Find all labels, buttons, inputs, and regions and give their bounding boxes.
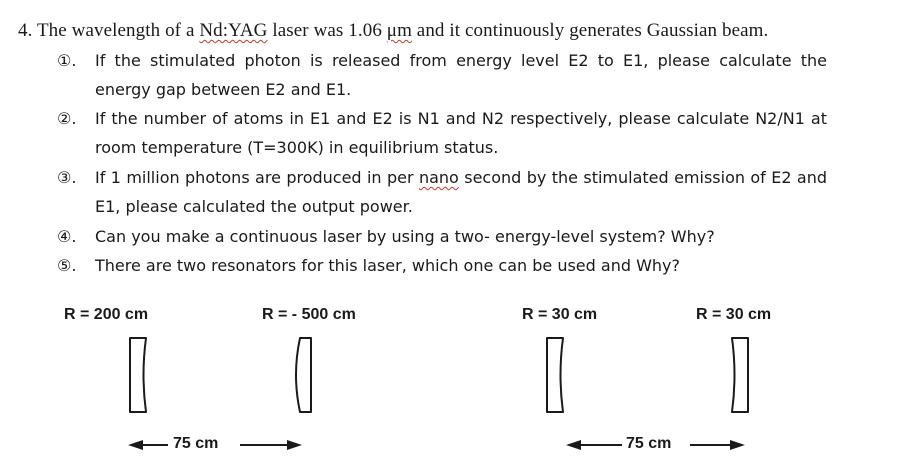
nano-word: nano <box>418 168 459 187</box>
resonator2-spacing-label: 75 cm <box>626 435 672 452</box>
sub-question-marker: ②. <box>57 109 77 128</box>
resonator1-arrowhead-right <box>287 440 302 450</box>
sub-question-marker: ④. <box>57 227 77 246</box>
question-prefix: 4. The wavelength of a <box>18 20 200 41</box>
resonator1-arrowhead-left <box>128 440 143 450</box>
text-before-nano: If 1 million photons are produced in per <box>95 168 419 187</box>
resonator2-left-label: R = 30 cm <box>522 306 598 323</box>
resonator1-left-label: R = 200 cm <box>64 306 149 323</box>
text-after-nano: second by the stimulated emission of E2 and E1, please calculated the output power. <box>95 168 827 216</box>
sub-question-text: There are two resonators for this laser, which one can be used and Why? <box>95 256 680 275</box>
resonator2-arrowhead-left <box>566 440 581 450</box>
sub-question-1 <box>57 46 827 104</box>
laser-name: Nd:YAG <box>199 20 268 41</box>
resonator1-left-mirror <box>130 338 146 412</box>
question-suffix: and it continuously generates Gaussian beam. <box>411 20 769 41</box>
sub-question-text: If the stimulated photon is released from energy level E2 to E1, please calculate the energy gap between E2 and E1. <box>95 51 827 99</box>
sub-question-2 <box>57 104 827 162</box>
sub-question-marker: ⑤. <box>57 256 77 275</box>
sub-question-text: If the number of atoms in E1 and E2 is N1 and N2 respectively, please calculate N2/N1 at room temperature (T=300K) in equilibrium status. <box>95 109 827 157</box>
resonator1-right-label: R = - 500 cm <box>262 306 356 323</box>
resonator-diagrams <box>0 292 898 473</box>
sub-question-5 <box>57 251 827 280</box>
question-mid: laser was 1.06 <box>267 20 387 41</box>
sub-question-text <box>95 163 827 221</box>
question-title <box>18 20 768 42</box>
sub-question-4 <box>57 222 827 251</box>
resonator2-left-mirror <box>547 338 563 412</box>
wavelength-unit: μm <box>386 20 412 41</box>
sub-question-marker: ①. <box>57 51 77 70</box>
sub-question-marker: ③. <box>57 168 77 187</box>
resonator1-spacing-label: 75 cm <box>173 435 219 452</box>
resonator2-arrowhead-right <box>730 440 745 450</box>
sub-question-text: Can you make a continuous laser by using a two- energy-level system? Why? <box>95 227 715 246</box>
resonator2-right-label: R = 30 cm <box>696 306 772 323</box>
sub-question-3 <box>57 163 827 221</box>
resonator2-right-mirror <box>732 338 748 412</box>
resonator1-right-mirror <box>296 338 311 412</box>
